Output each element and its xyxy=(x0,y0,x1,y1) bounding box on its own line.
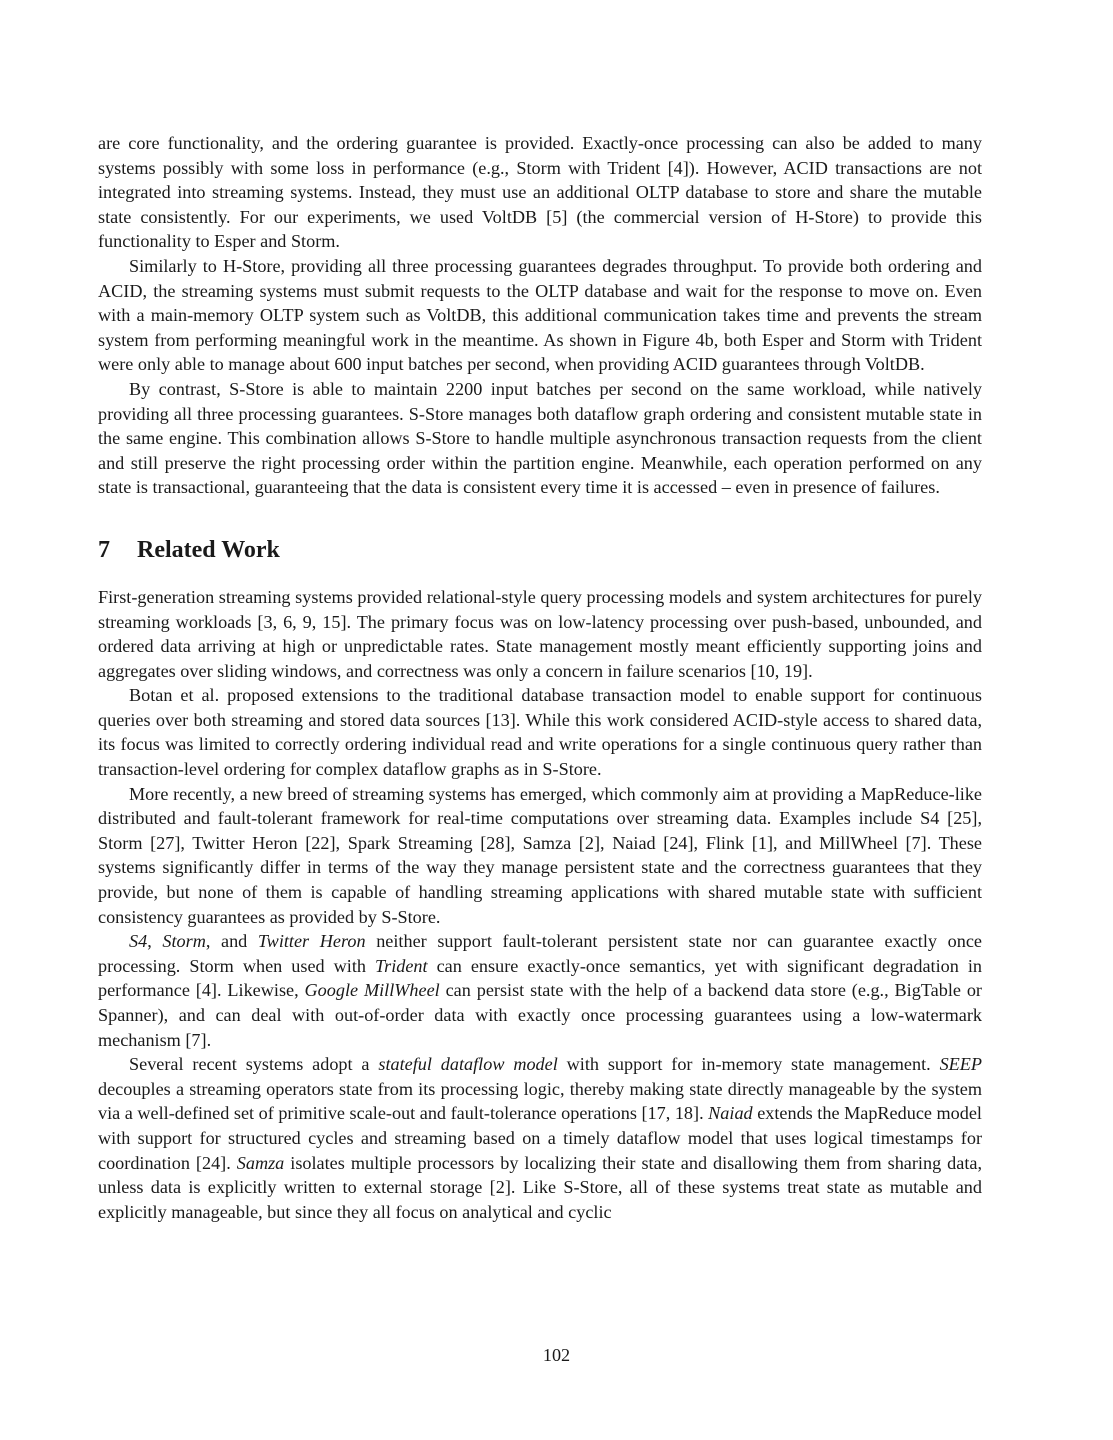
text-run: Similarly to H-Store, providing all three processing guarantees degrades throughput. To provide both ordering and ACID, the streaming systems must submit requests to the OLTP database and wait for the response to move on. Even with a main-memory OLTP system such as VoltDB, this additional communication takes time and prevents the stream system from performing meaningful work in the meantime. As shown in Figure 4b, both Esper and Storm with Trident were only able to manage about 600 input batches per second, when providing ACID guarantees through VoltDB. xyxy=(98,255,982,375)
section-title: Related Work xyxy=(137,536,280,563)
text-run: can ensure exactly-once semantics, yet with significant degradation in performance [4]. Likewise, xyxy=(98,955,982,1001)
paragraph xyxy=(98,782,982,930)
page-body xyxy=(98,131,982,1224)
italic-term: Twitter Heron xyxy=(257,931,366,952)
continuation-text xyxy=(98,131,982,500)
section-body xyxy=(98,585,982,1224)
text-run: neither support fault-tolerant persistent state nor can guarantee exactly once processing. Storm when used with xyxy=(98,931,982,976)
paragraph xyxy=(98,585,982,683)
italic-term: Trident xyxy=(375,955,428,976)
text-run: Botan et al. proposed extensions to the traditional database transaction model to enable support for continuous queries over both streaming and stored data sources [13]. While this work considered ACID-style access to shared data, its focus was limited to correctly ordering individual read and write operations for a single continuous query rather than transaction-level ordering for complex dataflow graphs as in S-Store. xyxy=(98,685,982,780)
paragraph xyxy=(98,254,982,377)
text-run: , xyxy=(147,931,163,952)
text-run: Several recent systems adopt a xyxy=(129,1054,379,1075)
text-run: , and xyxy=(205,931,258,952)
italic-term: Samza xyxy=(236,1152,285,1173)
text-run: can persist state with the help of a backend data store (e.g., BigTable or Spanner), and can deal with out-of-order data with exactly once processing guarantees using a low-watermark mechanism [7]. xyxy=(98,980,982,1050)
paragraph xyxy=(98,1052,982,1224)
italic-term: S4 xyxy=(129,931,148,952)
italic-term: Naiad xyxy=(708,1103,753,1124)
text-run: extends the MapReduce model with support for structured cycles and streaming based on a timely dataflow model that uses logical timestamps for coordination [24]. xyxy=(98,1103,982,1173)
section-number: 7 xyxy=(98,536,110,563)
text-run: By contrast, S-Store is able to maintain 2200 input batches per second on the same workload, while natively providing all three processing guarantees. S-Store manages both dataflow graph ordering and consistent mutable state in the same engine. This combination allows S-Store to handle multiple asynchronous transaction requests from the client and still preserve the right processing order within the partition engine. Meanwhile, each operation performed on any state is transactional, guaranteeing that the data is consistent every time it is accessed – even in presence of failures. xyxy=(98,378,982,498)
page-number: 102 xyxy=(542,1345,571,1365)
italic-term: Google MillWheel xyxy=(304,980,440,1001)
text-run: isolates multiple processors by localizing their state and disallowing them from sharing data, unless data is explicitly written to external storage [2]. Like S-Store, all of these systems treat state as mutable and explicitly manageable, but since they all focus on analytical and cyclic xyxy=(98,1152,983,1222)
italic-term: SEEP xyxy=(939,1054,982,1075)
paragraph xyxy=(98,929,982,1052)
text-run: decouples a streaming operators state from its processing logic, thereby making state directly manageable by the system via a well-defined set of primitive scale-out and fault-tolerance operations [17, 18]. xyxy=(98,1078,982,1124)
text-run: are core functionality, and the ordering guarantee is provided. Exactly-once processing can also be added to many systems possibly with some loss in performance (e.g., Storm with Trident [4]). However, ACID transactions are not integrated into streaming systems. Instead, they must use an additional OLTP database to store and share the mutable state consistently. For our experiments, we used VoltDB [5] (the commercial version of H-Store) to provide this functionality to Esper and Storm. xyxy=(98,133,982,252)
paragraph xyxy=(98,131,982,254)
paragraph xyxy=(98,377,982,500)
text-run: First-generation streaming systems provided relational-style query processing models and system architectures for purely streaming workloads [3, 6, 9, 15]. The primary focus was on low-latency processing over push-based, unbounded, and ordered data arriving at high or unpredictable rates. State management mostly meant efficiently supporting joins and aggregates over sliding windows, and correctness was only a concern in failure scenarios [10, 19]. xyxy=(98,586,982,681)
text-run: More recently, a new breed of streaming systems has emerged, which commonly aim at providing a MapReduce-like distributed and fault-tolerant framework for real-time computations over streaming data. Examples include S4 [25], Storm [27], Twitter Heron [22], Spark Streaming [28], Samza [2], Naiad [24], Flink [1], and MillWheel [7]. These systems significantly differ in terms of the way they manage persistent state and the correctness guarantees that they provide, but none of them is capable of handling streaming applications with shared mutable state with sufficient consistency guarantees as provided by S-Store. xyxy=(98,783,982,927)
section-heading xyxy=(98,535,982,565)
italic-term: Storm xyxy=(162,931,206,952)
paragraph xyxy=(98,683,982,781)
text-run: with support for in-memory state management. xyxy=(557,1054,940,1075)
italic-term: stateful dataflow model xyxy=(378,1054,558,1075)
